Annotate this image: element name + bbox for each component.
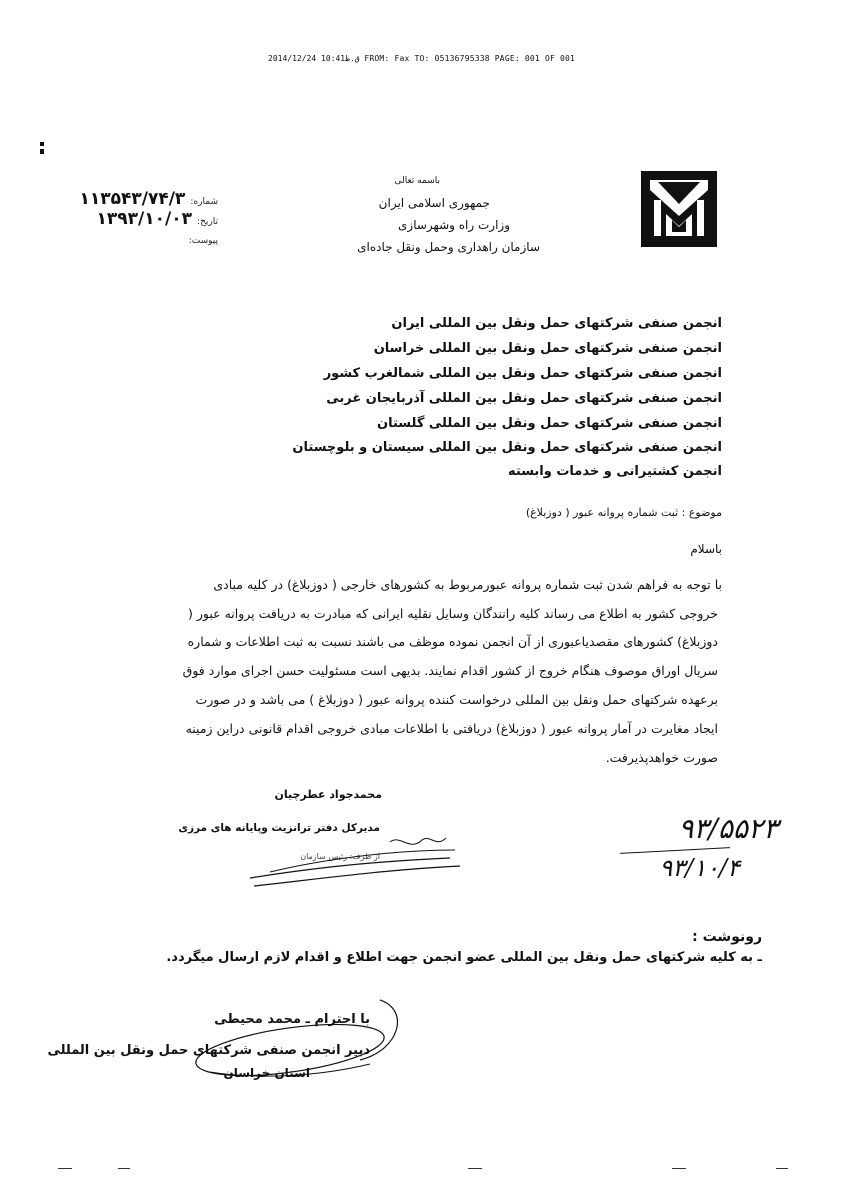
organization-logo [640,170,718,248]
recipient-line: انجمن کشتیرانی و خدمات وابسته [508,464,722,479]
closing-province: استان خراسان [223,1066,310,1080]
signatory-sub: از طرف: رئیس سازمان [300,852,380,861]
handwritten-underline [620,847,730,854]
body-line: با توجه به فراهم شدن ثبت شماره پروانه عبورمربوط به کشورهای خارجی ( دوزبلاغ) در کلیه مبادی [213,577,722,592]
handwritten-reg-number: ۹۳/۵۵۲۳ [678,812,778,845]
cc-title: رونوشت : [692,929,762,945]
recipient-line: انجمن صنفی شرکتهای حمل ونقل بین المللی سیستان و بلوچستان [292,440,722,455]
body-line: صورت خواهدپذیرفت. [605,750,718,765]
closing-respect: با احترام ـ محمد محیطی [214,1012,370,1027]
signature-strokes [240,830,470,895]
signatory-title: مدیرکل دفتر ترانزیت وپایانه های مرزی [178,822,380,834]
date-value: ۱۳۹۳/۱۰/۰۳ [96,209,192,229]
body-line: ایجاد مغایرت در آمار پروانه عبور ( دوزبلاغ) دریافتی با اطلاعات مبادی خروجی اقدام قانونی دراین زمینه [185,721,718,736]
body-line: خروجی کشور به اطلاع می رساند کلیه رانندگان وسایل نقلیه ایرانی که مبادرت به دریافت پروانه عبور ( [188,606,718,621]
letterhead-organization: سازمان راهداری وحمل ونقل جاده‌ای [357,240,540,254]
scan-artifact-dash [118,1168,130,1169]
recipient-line: انجمن صنفی شرکتهای حمل ونقل بین المللی گلستان [377,416,722,431]
letter-date [97,209,218,229]
recipient-line: انجمن صنفی شرکتهای حمل ونقل بین المللی آذربایجان غربی [326,391,722,406]
handwritten-reg-date: ۹۳/۱۰/۴ [659,854,740,882]
recipient-line: انجمن صنفی شرکتهای حمل ونقل بین المللی ایران [391,316,722,331]
closing-role: دبیر انجمن صنفی شرکتهای حمل ونقل بین المللی [47,1043,370,1058]
scan-artifact-dash [58,1168,72,1169]
cc-line: ـ به کلیه شرکتهای حمل ونقل بین المللی عضو انجمن جهت اطلاع و اقدام لازم ارسال میگردد. [166,950,762,965]
letterhead-ministry: وزارت راه وشهرسازی [398,218,510,232]
scan-artifact-dash [672,1168,686,1169]
number-label: شماره: [190,197,218,207]
date-label: تاریخ: [197,217,218,227]
fax-transmission-header: ق.ظ10:41 2014/12/24 FROM: Fax TO: 05136795338 PAGE: 001 OF 001 [268,54,576,63]
recipient-line: انجمن صنفی شرکتهای حمل ونقل بین المللی شمالغرب کشور [323,366,722,381]
letter-greeting: باسلام [690,542,722,556]
letter-number [80,189,219,209]
recipient-line: انجمن صنفی شرکتهای حمل ونقل بین المللی خراسان [373,341,722,356]
closing-signature-loops [180,990,430,1090]
signatory-name: محمدجواد عطرچیان [274,788,382,801]
letterhead-salutation: باسمه تعالی [394,176,440,186]
attachment-label: پیوست: [188,236,218,246]
letterhead-country: جمهوری اسلامی ایران [378,196,490,210]
scan-artifact-dash [468,1168,482,1169]
body-line: دوزبلاغ) کشورهای مقصدیاعبوری از آن انجمن نموده موظف می باشند نسبت به ثبت اطلاعات و شماره [187,634,718,649]
number-value: ۱۱۳۵۴۳/۷۴/۳ [79,189,186,209]
letter-subject: موضوع : ثبت شماره پروانه عبور ( دوزبلاغ) [525,506,722,519]
scan-artifact-dash [776,1168,788,1169]
margin-dot-mark [40,142,45,156]
body-line: برعهده شرکتهای حمل ونقل بین المللی درخواست کننده پروانه عبور ( دوزبلاغ ) می باشد و در صورت [195,692,718,707]
body-line: سریال اوراق موصوف هنگام خروج از کشور اقدام نمایند. بدیهی است مسئولیت حسن اجرای موارد فوق [182,663,718,678]
